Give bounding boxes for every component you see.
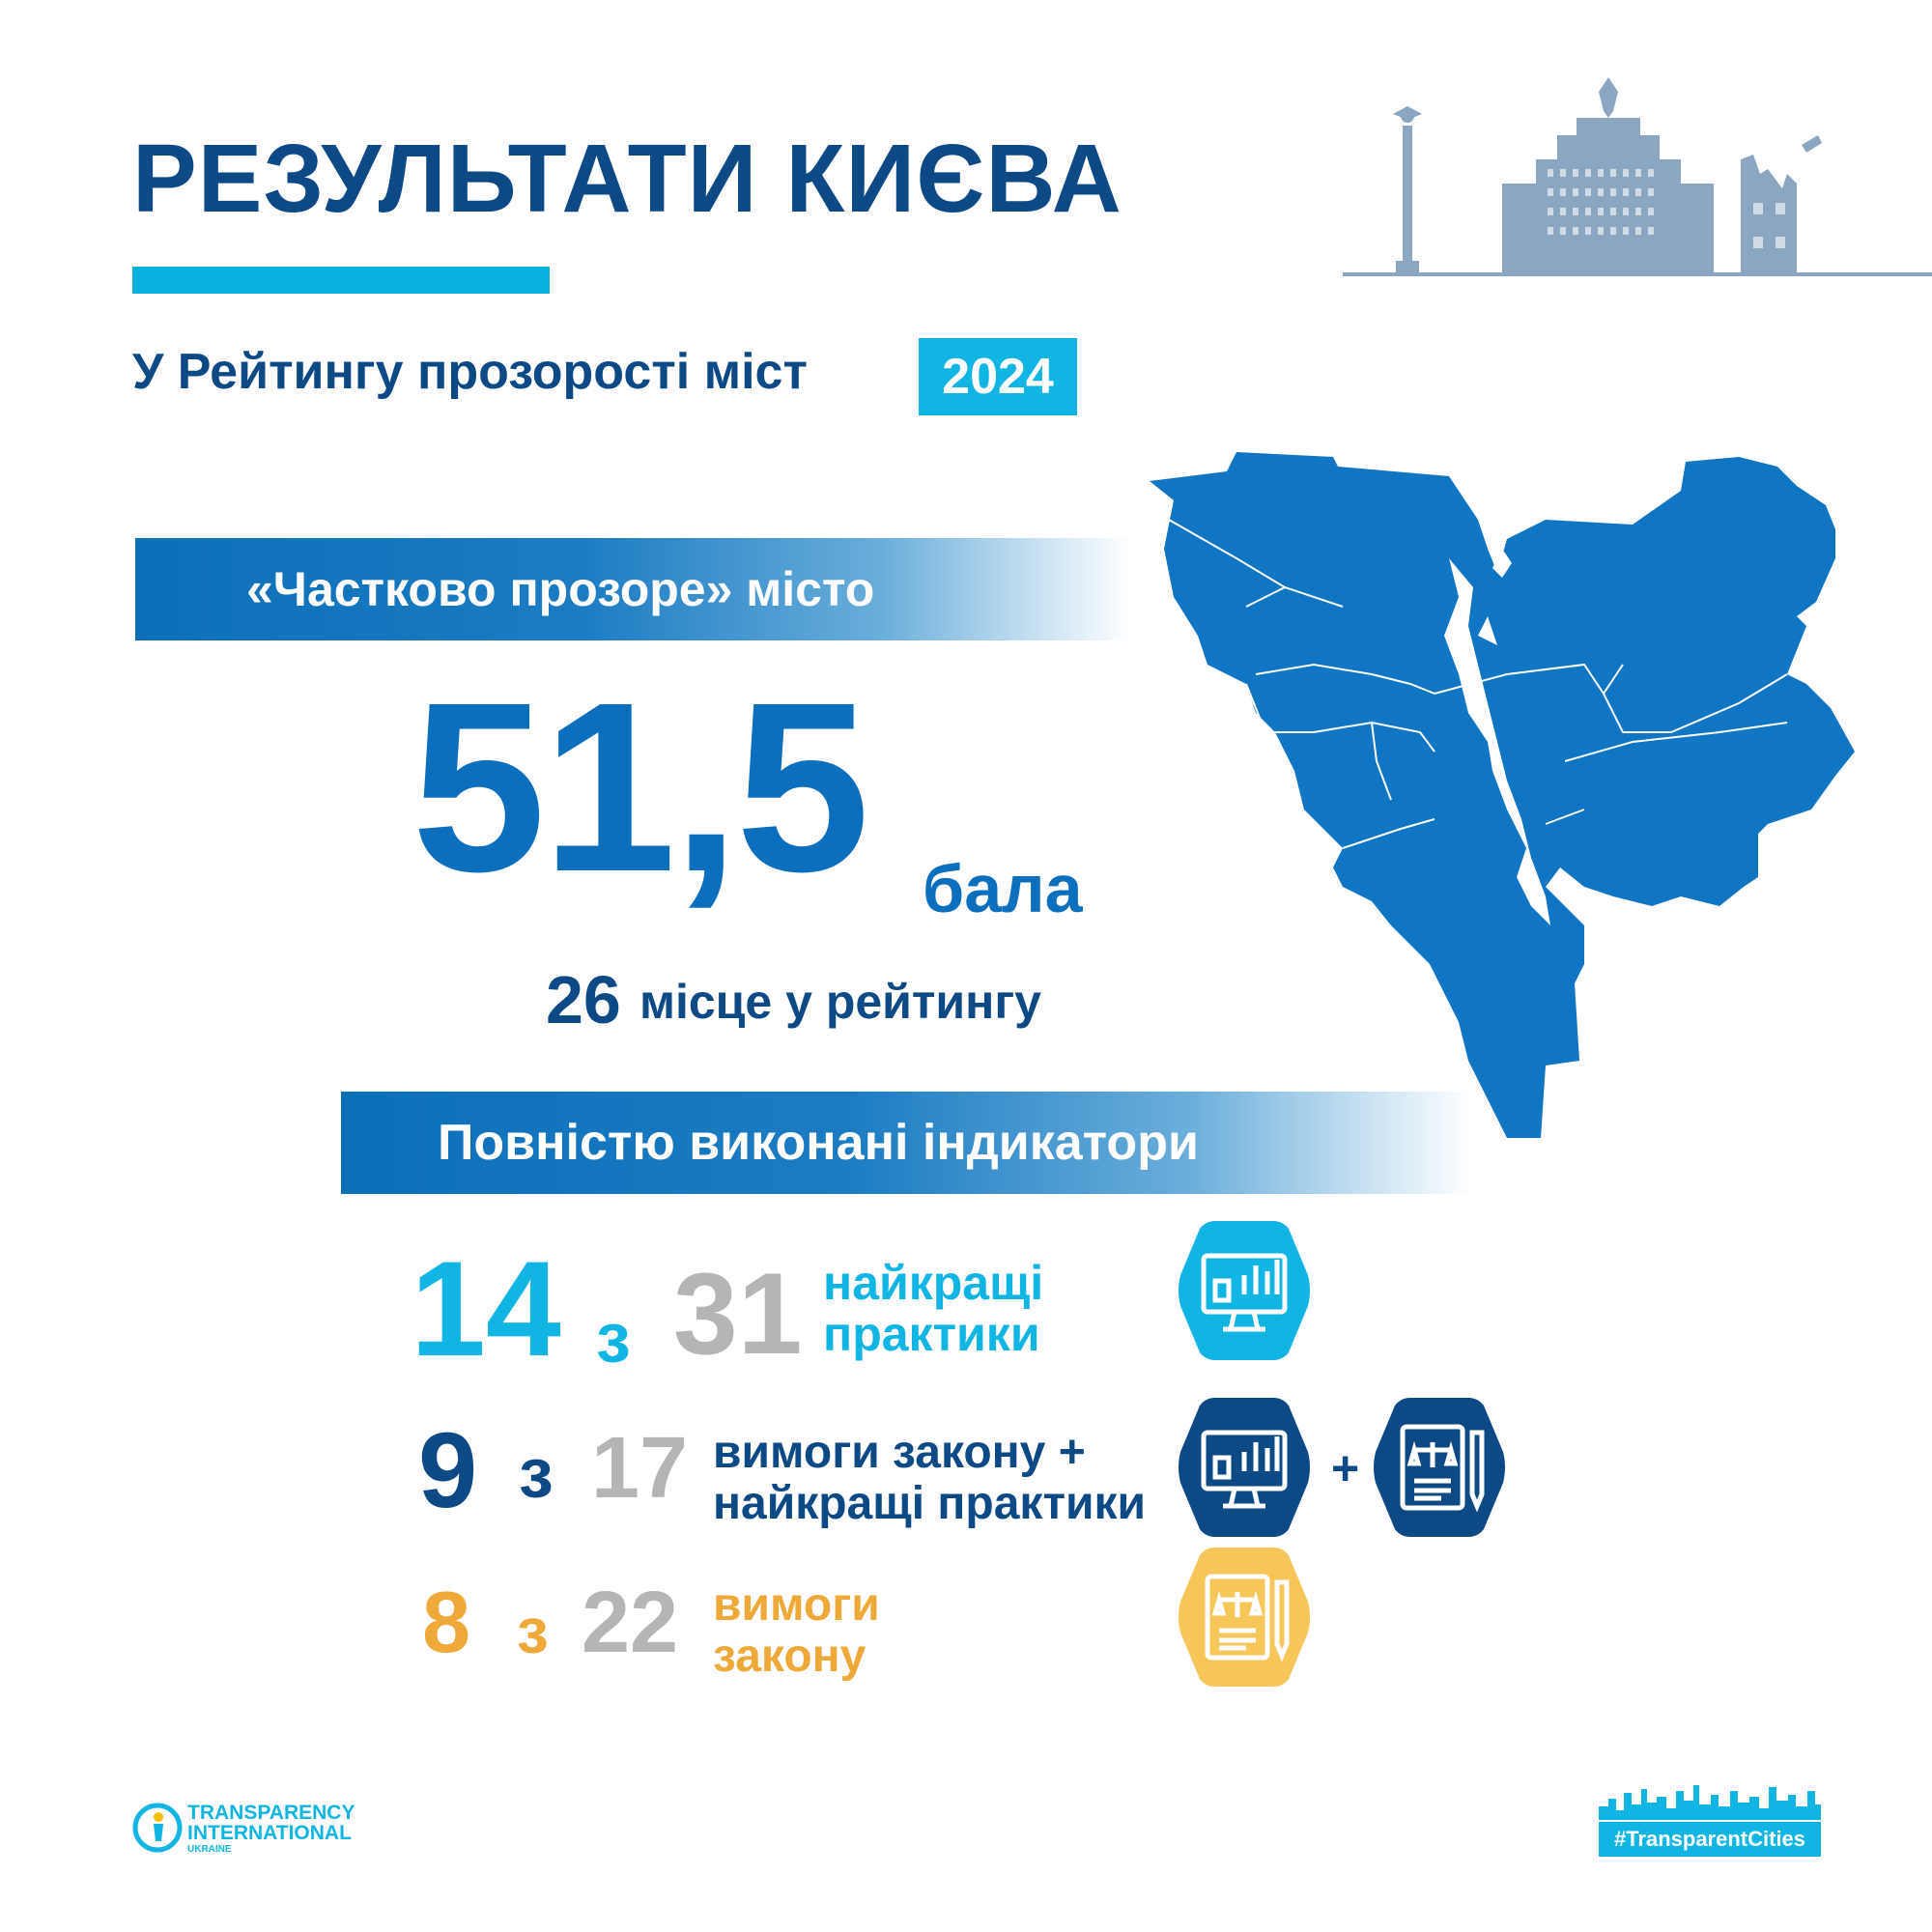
row2-done: 9 bbox=[418, 1411, 478, 1530]
page-title: РЕЗУЛЬТАТИ КИЄВА bbox=[132, 125, 1122, 233]
year-badge: 2024 bbox=[919, 338, 1077, 415]
monitor-chart-icon bbox=[1177, 1394, 1312, 1541]
row1-total: 31 bbox=[673, 1249, 803, 1378]
row1-label-line1: найкращі bbox=[823, 1256, 1044, 1310]
row2-label bbox=[713, 1428, 1146, 1530]
monitor-chart-icon bbox=[1177, 1217, 1312, 1364]
rank-text: місце у рейтингу bbox=[639, 975, 1041, 1029]
city-skyline-icon bbox=[1599, 1785, 1821, 1820]
row1-label bbox=[823, 1258, 1043, 1359]
plus-sign: + bbox=[1331, 1441, 1360, 1495]
logo-line2: INTERNATIONAL bbox=[187, 1822, 352, 1844]
row3-label-line1: вимоги bbox=[713, 1579, 880, 1631]
law-document-icon bbox=[1372, 1394, 1507, 1541]
score-value: 51,5 bbox=[412, 652, 867, 922]
score-unit: бала bbox=[923, 851, 1083, 926]
row3-done: 8 bbox=[422, 1575, 471, 1671]
row2-label-line1: вимоги закону + bbox=[713, 1427, 1086, 1478]
rank-number: 26 bbox=[546, 962, 621, 1037]
row3-label bbox=[713, 1580, 880, 1683]
hashtag-badge: #TransparentCities bbox=[1599, 1822, 1821, 1857]
footer-logo-text bbox=[187, 1803, 355, 1855]
title-underline bbox=[132, 267, 550, 294]
row1-done: 14 bbox=[411, 1233, 561, 1384]
row1-sep: з bbox=[596, 1300, 631, 1378]
row2-total: 17 bbox=[591, 1420, 689, 1517]
row2-sep: з bbox=[519, 1435, 554, 1513]
law-document-icon bbox=[1177, 1544, 1312, 1690]
row3-sep: з bbox=[517, 1595, 549, 1666]
transparency-international-logo-icon bbox=[132, 1803, 183, 1853]
row2-label-line2: найкращі практики bbox=[713, 1477, 1146, 1529]
indicators-heading: Повністю виконані індикатори bbox=[341, 1092, 1471, 1194]
row3-total: 22 bbox=[582, 1575, 679, 1671]
subtitle: У Рейтингу прозорості міст bbox=[132, 344, 808, 400]
kyiv-skyline-illustration bbox=[1343, 77, 1932, 299]
row3-label-line2: закону bbox=[713, 1630, 867, 1682]
logo-line3: UKRAINE bbox=[187, 1844, 232, 1855]
row1-label-line2: практики bbox=[823, 1306, 1040, 1361]
kyiv-districts-map bbox=[1005, 442, 1855, 1196]
logo-line1: TRANSPARENCY bbox=[187, 1802, 355, 1824]
status-band: «Частково прозоре» місто bbox=[135, 538, 1130, 640]
